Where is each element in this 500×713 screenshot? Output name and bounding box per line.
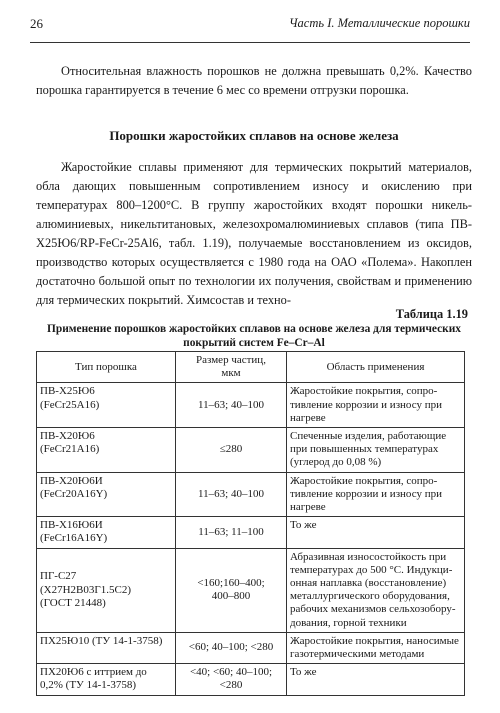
table-row [37, 632, 465, 663]
particle-size-cell: <160;160–400; 400–800 [176, 548, 287, 632]
application-cell: Абразивная износостойкость при температурах до 500 °С. Индукци- онная наплавка (восстановление) металлургического оборудования, рабочих механизмов сельхозобору- дования, горной техники [287, 548, 465, 632]
powder-type-cell: ПВ-Х20Ю6И (FeCr20A16Y) [37, 472, 176, 517]
application-cell: Спеченные изделия, работающие при повышенных температурах (углерод до 0,08 %) [287, 428, 465, 473]
application-cell: То же [287, 517, 465, 548]
table-row [37, 428, 465, 473]
paragraph-heat-resistant-alloys: Жаростойкие сплавы применяют для термических покрытий материалов, обла дающих повышенным сопротивлением износу и окислению при температурах 800–1200°С. В группу жаростойких входят порошки никель-алюминиевых, никельтитановых, железохромалюминиевых сплавов (типа ПВ-Х25Ю6/RP-FeCr-25Al6, табл. 1.19), получаемые восстановлением из оксидов, производство которых осуществляется с 1980 года на ОАО «Полема». Накоплен достаточно большой опыт по технологии их получения, свойствам и применению для термических покрытий. Химсостав и техно- [36, 160, 472, 307]
powder-type-cell: ПГ-С27 (Х27Н2В03Г1.5С2) (ГОСТ 21448) [37, 548, 176, 632]
page-number: 26 [30, 16, 43, 31]
table-row [37, 517, 465, 548]
particle-size-cell: <60; 40–100; <280 [176, 632, 287, 663]
running-title: Часть I. Металлические порошки [288, 16, 470, 30]
powder-type-cell: ПВ-Х20Ю6 (FeCr21A16) [37, 428, 176, 473]
application-cell: То же [287, 664, 465, 695]
table-caption: Применение порошков жаростойких сплавов на основе железа для термических покрытий систем Fe–Cr–Al [47, 323, 461, 349]
powder-type-cell: ПХ20Ю6 с иттрием до 0,2% (ТУ 14-1-3758) [37, 664, 176, 695]
column-header-type: Тип порошка [37, 352, 176, 383]
application-cell: Жаростойкие покрытия, сопро- тивление коррозии и износу при нагреве [287, 383, 465, 428]
powder-type-cell: ПВ-Х25Ю6 (FeCr25A16) [37, 383, 176, 428]
particle-size-cell: 11–63; 40–100 [176, 472, 287, 517]
particle-size-cell: 11–63; 11–100 [176, 517, 287, 548]
particle-size-cell: <40; <60; 40–100; <280 [176, 664, 287, 695]
powder-type-cell: ПВ-Х16Ю6И (FeCr16A16Y) [37, 517, 176, 548]
particle-size-cell: ≤280 [176, 428, 287, 473]
powder-application-table [36, 351, 465, 696]
section-heading: Порошки жаростойких сплавов на основе железа [109, 128, 399, 143]
table-row [37, 472, 465, 517]
table-row [37, 383, 465, 428]
paragraph-humidity: Относительная влажность порошков не должна превышать 0,2%. Качество порошка гарантируется в течение 6 мес со времени отгрузки порошка. [36, 64, 472, 97]
table-label: Таблица 1.19 [395, 307, 468, 321]
powder-type-cell: ПХ25Ю10 (ТУ 14-1-3758) [37, 632, 176, 663]
table-row [37, 548, 465, 632]
column-header-size: Размер частиц, мкм [176, 352, 287, 383]
application-cell: Жаростойкие покрытия, наносимые газотермическими методами [287, 632, 465, 663]
table-header-row [37, 352, 465, 383]
page-header [30, 12, 470, 43]
table-row [37, 664, 465, 695]
particle-size-cell: 11–63; 40–100 [176, 383, 287, 428]
column-header-application: Область применения [287, 352, 465, 383]
application-cell: Жаростойкие покрытия, сопро- тивление коррозии и износу при нагреве [287, 472, 465, 517]
